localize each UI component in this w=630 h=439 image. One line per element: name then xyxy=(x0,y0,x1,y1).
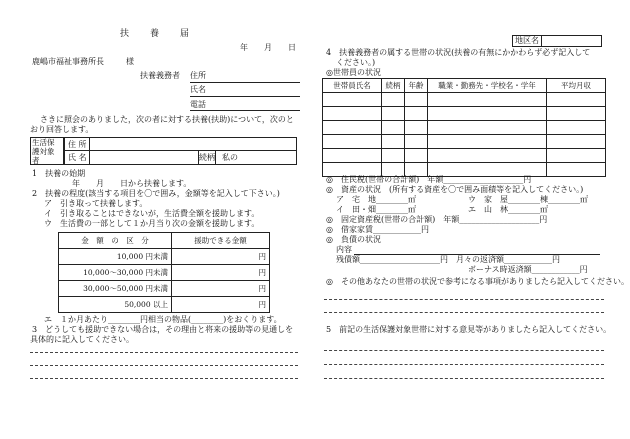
other-write-line[interactable] xyxy=(324,312,604,313)
relation-value: 私の xyxy=(222,153,238,162)
table-row[interactable] xyxy=(323,93,606,107)
target-box-middle-line xyxy=(64,150,297,151)
target-name-label: 氏 名 xyxy=(68,153,87,162)
target-address-label: 住 所 xyxy=(68,140,87,149)
intro-line-1: さきに照会のありました，次の者に対する扶養(扶助)について，次のと xyxy=(40,115,294,124)
asset-forest: エ 山 林________㎡ xyxy=(468,205,548,214)
resident-tax: ◎ 住民税(世帯の合計額) 年額____________________円 xyxy=(326,175,532,184)
section-3-write-line[interactable] xyxy=(30,365,298,366)
intro-line-2: おり回答します。 xyxy=(30,125,94,134)
supporter-address-label: 住所 xyxy=(190,71,206,80)
household-table xyxy=(322,78,606,177)
fixed-asset-tax: ◎ 固定資産税(世帯の合計額) 年額____________________円 xyxy=(326,215,548,224)
house-rent: ◎ 借家家賃____________円 xyxy=(326,225,429,234)
table-row[interactable] xyxy=(323,135,606,149)
household-header-income: 平均月収 xyxy=(547,79,606,93)
section-2-option-e: エ １か月あたり________円相当の物品(________)をおくります。 xyxy=(44,315,282,324)
table-header-support: 援助できる金額 xyxy=(172,233,270,249)
table-row xyxy=(59,249,270,265)
household-header-age: 年齢 xyxy=(405,79,428,93)
debt-content-label: 内容 xyxy=(336,245,352,254)
table-cell-unit[interactable]: 円 xyxy=(172,281,270,297)
household-header-name: 世帯員氏名 xyxy=(323,79,382,93)
section-5-title: 5 前記の生活保護対象世帯に対する意見等がありましたら記入してください。 xyxy=(326,325,612,334)
section-5-write-line[interactable] xyxy=(324,350,604,351)
household-label: ◎世帯員の状況 xyxy=(326,68,381,77)
form-title: 扶 養 届 xyxy=(120,29,191,39)
table-row[interactable] xyxy=(323,149,606,163)
household-header-relation: 続柄 xyxy=(382,79,405,93)
target-label-2: 護対象 xyxy=(32,147,55,156)
submit-date: 年 月 日 xyxy=(240,43,296,52)
table-cell-unit[interactable]: 円 xyxy=(172,249,270,265)
supporter-address-line[interactable] xyxy=(190,82,300,83)
supporter-name-line[interactable] xyxy=(190,96,300,97)
supporter-phone-line[interactable] xyxy=(190,110,300,111)
asset-house: ウ 家 屋________棟________㎡ xyxy=(468,195,588,204)
asset-residential-land: ア 宅 地________㎡ xyxy=(336,195,416,204)
debt-status: ◎ 負債の状況 xyxy=(326,235,381,244)
support-amount-table xyxy=(58,232,270,313)
other-write-line[interactable] xyxy=(324,299,604,300)
relation-label: 続柄 xyxy=(199,153,215,162)
debt-bonus: ボーナス時返済額____________円 xyxy=(468,265,588,274)
addressee-sama: 様 xyxy=(126,57,134,66)
section-2-option-u: ウ 生活費の一部として１か月当り次の金額を援助します。 xyxy=(44,219,260,228)
asset-farmland: イ 田・畑________㎡ xyxy=(336,205,416,214)
section-2-option-a: ア 引き取って扶養します。 xyxy=(44,199,148,208)
household-header-job: 職業・勤務先・学校名・学年 xyxy=(428,79,547,93)
table-cell-range: 50,000 以上 xyxy=(59,297,172,313)
target-label-divider xyxy=(64,137,90,165)
supporter-label: 扶養義務者 xyxy=(140,71,180,80)
section-3-write-line[interactable] xyxy=(30,378,298,379)
table-row xyxy=(59,265,270,281)
target-label-1: 生活保 xyxy=(32,138,55,147)
supporter-phone-label: 電話 xyxy=(190,100,206,109)
table-row xyxy=(59,281,270,297)
supporter-name-label: 氏名 xyxy=(190,85,206,94)
section-3-line-2: 具体的に記入してください。 xyxy=(30,335,134,344)
other-household-notes: ◎ その他あなたの世帯の状況で参考になる事項がありましたら記入してください。 xyxy=(326,277,629,286)
section-4-title: 4 扶養義務者の属する世帯の状況(扶養の有無にかかわらず必ず記入して xyxy=(326,48,591,57)
table-cell-range: 30,000～50,000 円未満 xyxy=(59,281,172,297)
section-1-title: 1 扶養の始期 xyxy=(32,169,86,178)
section-2-title: 2 扶養の程度(該当する項目を〇で囲み，金額等を記入して下さい。) xyxy=(32,189,280,198)
section-3-line-1: 3 どうしても援助できない場合は，その理由と将来の援助等の見通しを xyxy=(32,325,294,334)
section-2-option-i: イ 引き取ることはできないが，生活費全額を援助します。 xyxy=(44,209,260,218)
table-header-amount: 金 額 の 区 分 xyxy=(59,233,172,249)
target-label-3: 者 xyxy=(32,156,40,165)
table-row[interactable] xyxy=(323,107,606,121)
assets-status: ◎ 資産の状況 (所有する資産を〇で囲み面積等を記入してください。) xyxy=(326,185,584,194)
section-4-title-cont: ください。) xyxy=(336,58,376,67)
table-cell-range: 10,000～30,000 円未満 xyxy=(59,265,172,281)
table-cell-unit[interactable]: 円 xyxy=(172,265,270,281)
section-3-write-line[interactable] xyxy=(30,352,298,353)
section-5-write-line[interactable] xyxy=(324,364,604,365)
section-5-write-line[interactable] xyxy=(324,378,604,379)
section-1-text: 年 月 日から扶養します。 xyxy=(72,179,192,188)
table-cell-range: 10,000 円未満 xyxy=(59,249,172,265)
table-cell-unit[interactable]: 円 xyxy=(172,297,270,313)
addressee: 鹿嶋市福祉事務所長 xyxy=(32,57,104,66)
table-row xyxy=(59,297,270,313)
debt-balance: 残債額____________________円 月々の返済額____________円 xyxy=(336,255,560,264)
table-row[interactable] xyxy=(323,121,606,135)
district-label: 地区名 xyxy=(515,36,539,45)
